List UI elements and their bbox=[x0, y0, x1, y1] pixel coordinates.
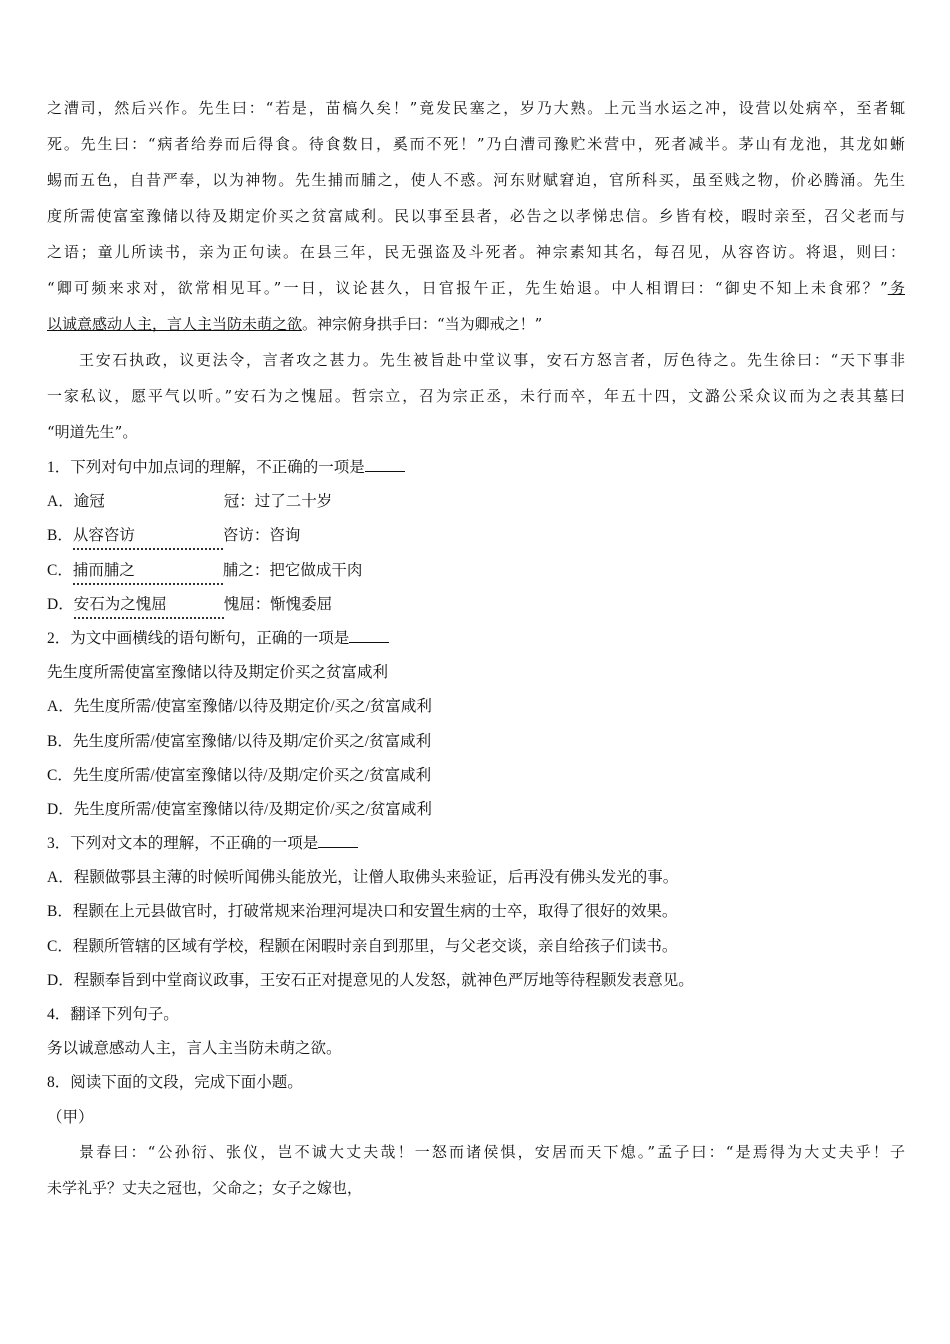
passage-line: 景春曰：“公孙衍、张仪，岂不诚大丈夫哉！一怒而诸侯惧，安居而天下熄。”孟子曰：“是焉得为大丈夫乎！子 bbox=[79, 1142, 905, 1161]
option-word: 安石为之愧屈 bbox=[74, 593, 224, 619]
option-d: D．程颢奉旨到中堂商议政事，王安石正对提意见的人发怒，就神色严厉地等待程颢发表意见。 bbox=[47, 971, 694, 989]
question-stem: 8．阅读下面的文段，完成下面小题。 bbox=[47, 1074, 303, 1092]
option-letter: D． bbox=[47, 595, 74, 613]
option-b: B．先生度所需/使富室豫储/以待及期/定价买之/贫富咸利 bbox=[47, 732, 432, 750]
option-a: A．程颢做鄠县主薄的时候听闻佛头能放光，让僧人取佛头来验证，后再没有佛头发光的事。 bbox=[47, 869, 679, 887]
option-b bbox=[47, 524, 905, 558]
passage-line bbox=[47, 312, 905, 348]
option-word: 逾冠 bbox=[73, 493, 105, 511]
option-c: C．程颢所管辖的区域有学校，程颢在闲暇时亲自到那里，与父老交谈，亲自给孩子们读书。 bbox=[47, 937, 678, 955]
option-d bbox=[47, 593, 905, 627]
question-stem: 1．下列对句中加点词的理解，不正确的一项是 bbox=[47, 459, 365, 476]
answer-blank bbox=[349, 628, 389, 643]
question-3 bbox=[47, 832, 905, 1003]
question-sentence: 先生度所需使富室豫储以待及期定价买之贫富咸利 bbox=[47, 664, 389, 682]
answer-blank bbox=[318, 833, 358, 848]
option-b: B．程颢在上元县做官时，打破常规来治理河堤决口和安置生病的士卒，取得了很好的效果。 bbox=[47, 903, 678, 921]
question-sentence: 务以诚意感动人主，言人主当防未萌之欲。 bbox=[47, 1040, 342, 1058]
option-gloss: 冠：过了二十岁 bbox=[223, 493, 333, 511]
option-letter: C． bbox=[47, 561, 73, 579]
answer-blank bbox=[365, 457, 405, 472]
option-d: D．先生度所需/使富室豫储以待/及期定价/买之/贫富咸利 bbox=[47, 800, 432, 818]
question-2 bbox=[47, 627, 905, 832]
passage-text: “卿可频来求对，欲常相见耳。”一日，议论甚久，日官报午正，先生始退。中人相谓曰：“御史不知上未食邪？” bbox=[47, 279, 888, 297]
passage-line: 之语；童儿所读书，亲为正句读。在县三年，民无强盗及斗死者。神宗素知其名，每召见，从容咨访。将退，则曰： bbox=[47, 243, 905, 261]
option-word: 从容咨访 bbox=[73, 524, 223, 550]
option-a bbox=[47, 490, 905, 524]
passage-line: 未学礼乎？丈夫之冠也，父命之；女子之嫁也， bbox=[47, 1178, 363, 1197]
question-stem: 3．下列对文本的理解，不正确的一项是 bbox=[47, 835, 319, 853]
passage-line: 死。先生曰：“病者给券而后得食。待食数日，奚而不死！”乃白漕司豫贮米营中，死者减半。茅山有龙池，其龙如蜥 bbox=[47, 135, 905, 153]
question-stem: 2．为文中画横线的语句断句，正确的一项是 bbox=[47, 629, 350, 647]
option-gloss: 愧屈：惭愧委屈 bbox=[223, 595, 333, 613]
option-c bbox=[47, 559, 905, 593]
passage-line bbox=[47, 276, 905, 312]
passage-line: “明道先生”。 bbox=[47, 423, 138, 441]
passage-line: 蜴而五色，自昔严奉，以为神物。先生捕而脯之，使人不惑。河东财赋窘迫，官所科买，虽至贱之物，价必腾涌。先生 bbox=[47, 171, 905, 189]
question-stem: 4．翻译下列句子。 bbox=[47, 1006, 179, 1023]
option-gloss: 脯之：把它做成干肉 bbox=[222, 561, 363, 579]
underlined-sentence: 以诚意感动人主，言人主当防未萌之欲 bbox=[47, 315, 303, 333]
option-letter: A． bbox=[47, 493, 74, 511]
option-gloss: 咨访：咨询 bbox=[222, 527, 301, 545]
option-c: C．先生度所需/使富室豫储以待/及期/定价买之/贫富咸利 bbox=[47, 766, 432, 784]
passage-paragraph-1 bbox=[47, 96, 905, 348]
document-page bbox=[47, 96, 905, 1212]
section-label: （甲） bbox=[47, 1108, 94, 1126]
passage-line: 一家私议，愿平气以听。”安石为之愧屈。哲宗立，召为宗正丞，未行而卒，年五十四，文潞公采众议而为之表其墓曰 bbox=[47, 387, 905, 405]
passage-text: 。神宗俯身拱手曰：“当为卿戒之！” bbox=[302, 315, 543, 333]
question-1 bbox=[47, 456, 905, 627]
question-4 bbox=[47, 1003, 905, 1071]
question-8 bbox=[47, 1071, 905, 1211]
passage-line: 王安石执政，议更法令，言者攻之甚力。先生被旨赴中堂议事，安石方怒言者，厉色待之。先生徐曰：“天下事非 bbox=[79, 351, 905, 369]
option-a: A．先生度所需/使富室豫储/以待及期定价/买之/贫富咸利 bbox=[47, 698, 432, 716]
passage-line: 之漕司，然后兴作。先生曰：“若是，苗槁久矣！”竟发民塞之，岁乃大熟。上元当水运之冲，设营以处病卒，至者辄 bbox=[47, 99, 905, 117]
passage-line: 度所需使富室豫储以待及期定价买之贫富咸利。民以事至县者，必告之以孝悌忠信。乡皆有校，暇时亲至，召父老而与 bbox=[47, 207, 905, 225]
underlined-sentence: 务 bbox=[887, 279, 905, 297]
passage-paragraph-2 bbox=[47, 348, 905, 456]
option-letter: B． bbox=[47, 527, 73, 545]
option-word: 捕而脯之 bbox=[73, 559, 223, 585]
